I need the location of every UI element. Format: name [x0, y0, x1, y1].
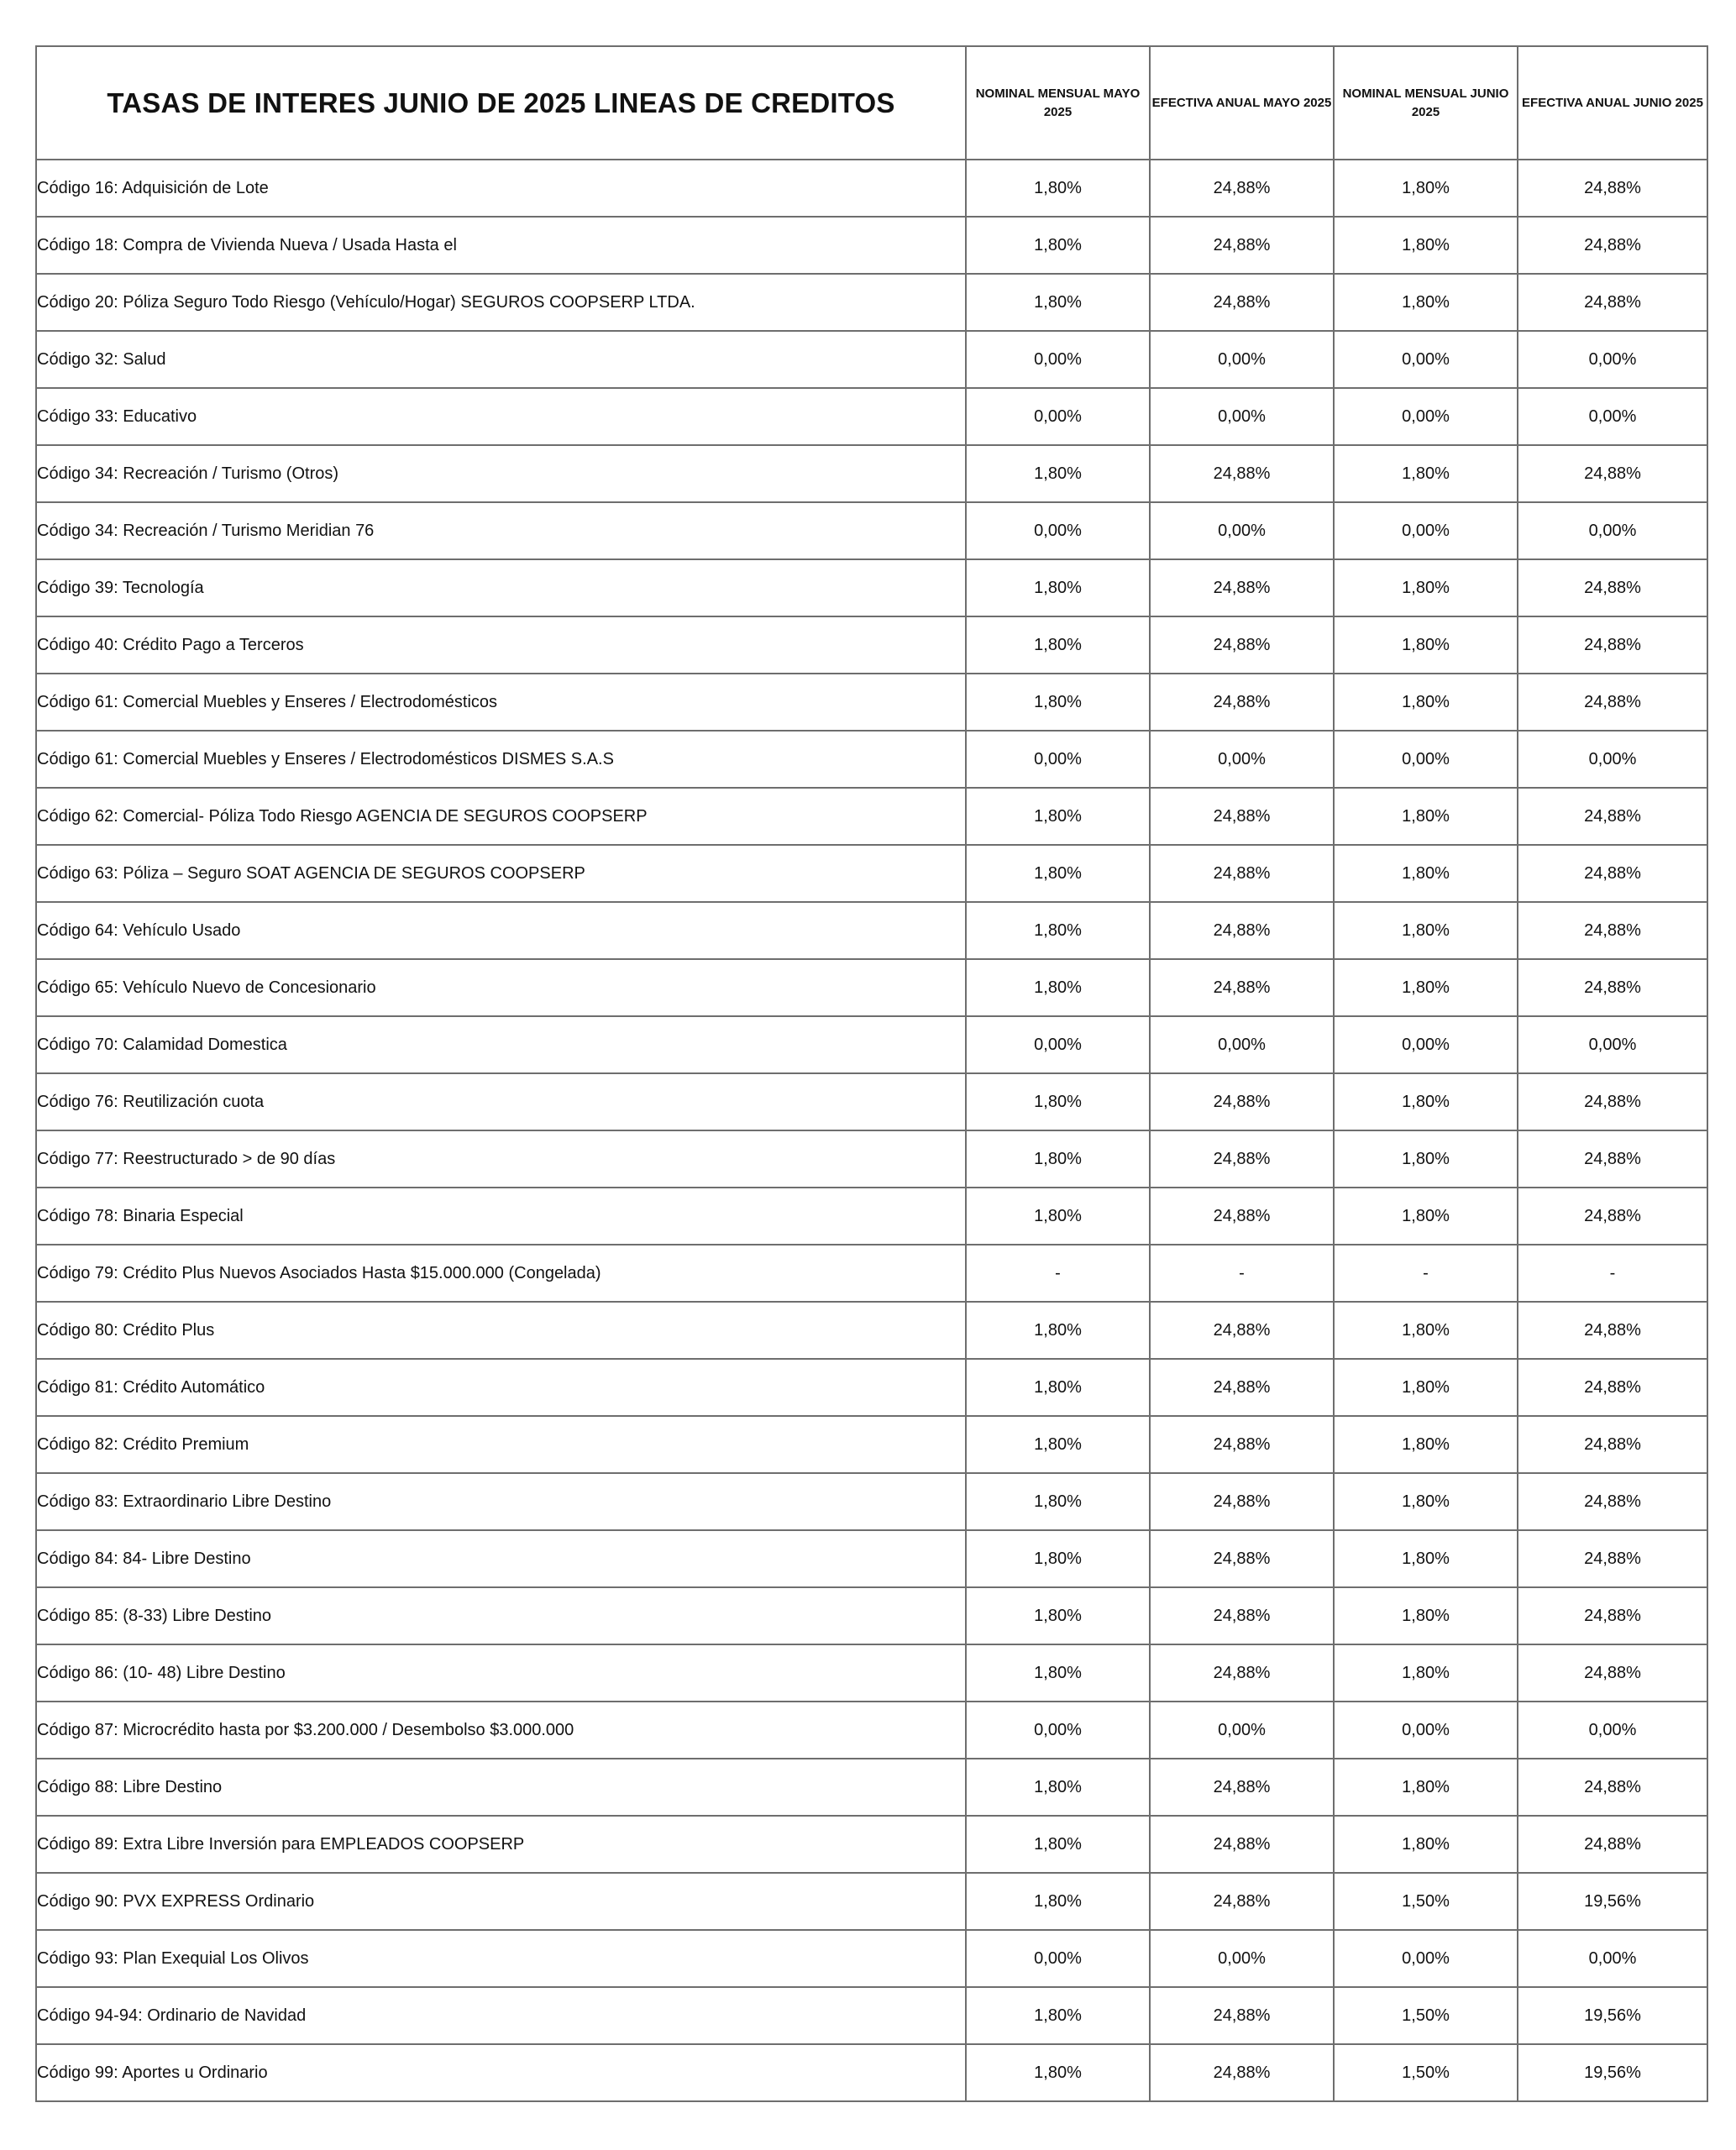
nominal-mensual-mayo-cell: 1,80%	[966, 2044, 1150, 2101]
efectiva-anual-junio-cell: 24,88%	[1518, 959, 1707, 1016]
credit-line-name: Código 18: Compra de Vivienda Nueva / Usada Hasta el	[36, 217, 966, 274]
credit-line-name: Código 65: Vehículo Nuevo de Concesionario	[36, 959, 966, 1016]
nominal-mensual-junio-cell: -	[1334, 1245, 1518, 1302]
nominal-mensual-mayo-cell: 1,80%	[966, 1359, 1150, 1416]
table-row	[36, 788, 1707, 845]
nominal-mensual-mayo-cell: 1,80%	[966, 274, 1150, 331]
efectiva-anual-junio-cell: 24,88%	[1518, 1759, 1707, 1816]
efectiva-anual-mayo-cell: 24,88%	[1150, 2044, 1334, 2101]
credit-line-name: Código 82: Crédito Premium	[36, 1416, 966, 1473]
nominal-mensual-junio-cell: 1,80%	[1334, 445, 1518, 502]
efectiva-anual-junio-cell: 24,88%	[1518, 217, 1707, 274]
nominal-mensual-mayo-cell: 0,00%	[966, 502, 1150, 559]
nominal-mensual-junio-cell: 1,80%	[1334, 902, 1518, 959]
efectiva-anual-mayo-cell: 0,00%	[1150, 331, 1334, 388]
efectiva-anual-mayo-cell: 0,00%	[1150, 388, 1334, 445]
efectiva-anual-junio-cell: 24,88%	[1518, 1416, 1707, 1473]
nominal-mensual-mayo-cell: 0,00%	[966, 1016, 1150, 1073]
table-row	[36, 1873, 1707, 1930]
nominal-mensual-mayo-cell: 1,80%	[966, 1587, 1150, 1644]
table-row	[36, 959, 1707, 1016]
table-row	[36, 274, 1707, 331]
nominal-mensual-mayo-cell: 1,80%	[966, 160, 1150, 217]
table-row	[36, 1302, 1707, 1359]
nominal-mensual-mayo-cell: 1,80%	[966, 674, 1150, 731]
table-row	[36, 1416, 1707, 1473]
credit-line-name: Código 62: Comercial- Póliza Todo Riesgo AGENCIA DE SEGUROS COOPSERP	[36, 788, 966, 845]
table-row	[36, 2044, 1707, 2101]
table-row	[36, 1530, 1707, 1587]
table-row	[36, 1587, 1707, 1644]
efectiva-anual-junio-cell: 24,88%	[1518, 788, 1707, 845]
efectiva-anual-junio-cell: 24,88%	[1518, 1073, 1707, 1130]
nominal-mensual-junio-cell: 1,80%	[1334, 217, 1518, 274]
table-row	[36, 902, 1707, 959]
credit-line-name: Código 99: Aportes u Ordinario	[36, 2044, 966, 2101]
nominal-mensual-mayo-cell: 1,80%	[966, 1816, 1150, 1873]
nominal-mensual-mayo-cell: 0,00%	[966, 1930, 1150, 1987]
credit-line-name: Código 40: Crédito Pago a Terceros	[36, 616, 966, 674]
efectiva-anual-junio-cell: 0,00%	[1518, 1930, 1707, 1987]
credit-line-name: Código 77: Reestructurado > de 90 días	[36, 1130, 966, 1188]
table-row	[36, 1359, 1707, 1416]
credit-line-name: Código 89: Extra Libre Inversión para EMPLEADOS COOPSERP	[36, 1816, 966, 1873]
nominal-mensual-mayo-cell: 1,80%	[966, 1759, 1150, 1816]
table-row	[36, 1188, 1707, 1245]
nominal-mensual-mayo-cell: 1,80%	[966, 445, 1150, 502]
table-row	[36, 1016, 1707, 1073]
column-header-efectiva-anual-mayo: EFECTIVA ANUAL MAYO 2025	[1150, 46, 1334, 160]
nominal-mensual-mayo-cell: 1,80%	[966, 616, 1150, 674]
credit-line-name: Código 61: Comercial Muebles y Enseres / Electrodomésticos DISMES S.A.S	[36, 731, 966, 788]
efectiva-anual-mayo-cell: 24,88%	[1150, 845, 1334, 902]
nominal-mensual-junio-cell: 0,00%	[1334, 731, 1518, 788]
table-row	[36, 217, 1707, 274]
table-row	[36, 1473, 1707, 1530]
nominal-mensual-junio-cell: 1,80%	[1334, 1587, 1518, 1644]
efectiva-anual-mayo-cell: 24,88%	[1150, 445, 1334, 502]
header-row	[36, 46, 1707, 160]
nominal-mensual-junio-cell: 1,80%	[1334, 160, 1518, 217]
efectiva-anual-mayo-cell: 24,88%	[1150, 902, 1334, 959]
nominal-mensual-mayo-cell: 1,80%	[966, 1987, 1150, 2044]
credit-line-name: Código 20: Póliza Seguro Todo Riesgo (Vehículo/Hogar) SEGUROS COOPSERP LTDA.	[36, 274, 966, 331]
nominal-mensual-junio-cell: 1,80%	[1334, 1073, 1518, 1130]
efectiva-anual-mayo-cell: 24,88%	[1150, 1759, 1334, 1816]
credit-line-name: Código 79: Crédito Plus Nuevos Asociados Hasta $15.000.000 (Congelada)	[36, 1245, 966, 1302]
nominal-mensual-mayo-cell: -	[966, 1245, 1150, 1302]
nominal-mensual-mayo-cell: 1,80%	[966, 1530, 1150, 1587]
efectiva-anual-junio-cell: 24,88%	[1518, 1359, 1707, 1416]
efectiva-anual-mayo-cell: 24,88%	[1150, 674, 1334, 731]
efectiva-anual-junio-cell: 24,88%	[1518, 674, 1707, 731]
nominal-mensual-mayo-cell: 1,80%	[966, 1873, 1150, 1930]
credit-line-name: Código 64: Vehículo Usado	[36, 902, 966, 959]
nominal-mensual-junio-cell: 0,00%	[1334, 502, 1518, 559]
table-row	[36, 616, 1707, 674]
efectiva-anual-mayo-cell: 24,88%	[1150, 788, 1334, 845]
efectiva-anual-junio-cell: 24,88%	[1518, 1130, 1707, 1188]
efectiva-anual-mayo-cell: 24,88%	[1150, 274, 1334, 331]
rates-table	[35, 45, 1708, 2102]
column-header-efectiva-anual-junio: EFECTIVA ANUAL JUNIO 2025	[1518, 46, 1707, 160]
nominal-mensual-junio-cell: 1,80%	[1334, 1130, 1518, 1188]
efectiva-anual-mayo-cell: 24,88%	[1150, 1644, 1334, 1702]
nominal-mensual-mayo-cell: 1,80%	[966, 1130, 1150, 1188]
nominal-mensual-mayo-cell: 0,00%	[966, 731, 1150, 788]
efectiva-anual-mayo-cell: 24,88%	[1150, 616, 1334, 674]
nominal-mensual-junio-cell: 0,00%	[1334, 1702, 1518, 1759]
efectiva-anual-junio-cell: 0,00%	[1518, 1016, 1707, 1073]
nominal-mensual-junio-cell: 1,80%	[1334, 1530, 1518, 1587]
efectiva-anual-mayo-cell: 24,88%	[1150, 1416, 1334, 1473]
efectiva-anual-mayo-cell: 0,00%	[1150, 731, 1334, 788]
efectiva-anual-junio-cell: 24,88%	[1518, 616, 1707, 674]
table-row	[36, 1987, 1707, 2044]
efectiva-anual-junio-cell: 24,88%	[1518, 445, 1707, 502]
efectiva-anual-junio-cell: 0,00%	[1518, 1702, 1707, 1759]
credit-line-name: Código 76: Reutilización cuota	[36, 1073, 966, 1130]
efectiva-anual-mayo-cell: 0,00%	[1150, 1016, 1334, 1073]
nominal-mensual-junio-cell: 1,80%	[1334, 1302, 1518, 1359]
credit-line-name: Código 78: Binaria Especial	[36, 1188, 966, 1245]
nominal-mensual-mayo-cell: 1,80%	[966, 845, 1150, 902]
table-row	[36, 845, 1707, 902]
nominal-mensual-junio-cell: 1,80%	[1334, 1644, 1518, 1702]
nominal-mensual-junio-cell: 1,80%	[1334, 1759, 1518, 1816]
nominal-mensual-mayo-cell: 1,80%	[966, 1073, 1150, 1130]
table-row	[36, 502, 1707, 559]
efectiva-anual-junio-cell: 24,88%	[1518, 274, 1707, 331]
nominal-mensual-mayo-cell: 0,00%	[966, 388, 1150, 445]
table-row	[36, 559, 1707, 616]
nominal-mensual-junio-cell: 1,80%	[1334, 1416, 1518, 1473]
rates-body	[36, 160, 1707, 2101]
efectiva-anual-mayo-cell: 24,88%	[1150, 1073, 1334, 1130]
efectiva-anual-junio-cell: -	[1518, 1245, 1707, 1302]
efectiva-anual-junio-cell: 0,00%	[1518, 331, 1707, 388]
efectiva-anual-mayo-cell: 24,88%	[1150, 1473, 1334, 1530]
efectiva-anual-mayo-cell: 0,00%	[1150, 1702, 1334, 1759]
efectiva-anual-mayo-cell: -	[1150, 1245, 1334, 1302]
table-row	[36, 674, 1707, 731]
efectiva-anual-junio-cell: 0,00%	[1518, 731, 1707, 788]
nominal-mensual-mayo-cell: 1,80%	[966, 1302, 1150, 1359]
table-row	[36, 1759, 1707, 1816]
efectiva-anual-junio-cell: 0,00%	[1518, 502, 1707, 559]
efectiva-anual-junio-cell: 0,00%	[1518, 388, 1707, 445]
efectiva-anual-mayo-cell: 24,88%	[1150, 1816, 1334, 1873]
credit-line-name: Código 84: 84- Libre Destino	[36, 1530, 966, 1587]
efectiva-anual-junio-cell: 24,88%	[1518, 559, 1707, 616]
efectiva-anual-junio-cell: 19,56%	[1518, 1987, 1707, 2044]
efectiva-anual-junio-cell: 24,88%	[1518, 160, 1707, 217]
nominal-mensual-junio-cell: 1,80%	[1334, 1473, 1518, 1530]
table-row	[36, 331, 1707, 388]
nominal-mensual-junio-cell: 1,50%	[1334, 2044, 1518, 2101]
table-row	[36, 445, 1707, 502]
nominal-mensual-mayo-cell: 1,80%	[966, 959, 1150, 1016]
credit-line-name: Código 88: Libre Destino	[36, 1759, 966, 1816]
credit-line-name: Código 87: Microcrédito hasta por $3.200.000 / Desembolso $3.000.000	[36, 1702, 966, 1759]
nominal-mensual-mayo-cell: 0,00%	[966, 331, 1150, 388]
nominal-mensual-junio-cell: 0,00%	[1334, 331, 1518, 388]
efectiva-anual-mayo-cell: 24,88%	[1150, 1587, 1334, 1644]
credit-line-name: Código 81: Crédito Automático	[36, 1359, 966, 1416]
nominal-mensual-junio-cell: 1,80%	[1334, 1816, 1518, 1873]
efectiva-anual-mayo-cell: 24,88%	[1150, 1188, 1334, 1245]
credit-line-name: Código 93: Plan Exequial Los Olivos	[36, 1930, 966, 1987]
credit-line-name: Código 33: Educativo	[36, 388, 966, 445]
efectiva-anual-junio-cell: 24,88%	[1518, 1587, 1707, 1644]
efectiva-anual-junio-cell: 24,88%	[1518, 1473, 1707, 1530]
efectiva-anual-junio-cell: 19,56%	[1518, 2044, 1707, 2101]
credit-line-name: Código 86: (10- 48) Libre Destino	[36, 1644, 966, 1702]
credit-line-name: Código 34: Recreación / Turismo Meridian 76	[36, 502, 966, 559]
nominal-mensual-junio-cell: 0,00%	[1334, 388, 1518, 445]
table-row	[36, 1816, 1707, 1873]
credit-line-name: Código 16: Adquisición de Lote	[36, 160, 966, 217]
efectiva-anual-mayo-cell: 24,88%	[1150, 1530, 1334, 1587]
nominal-mensual-junio-cell: 1,80%	[1334, 1188, 1518, 1245]
credit-line-name: Código 61: Comercial Muebles y Enseres / Electrodomésticos	[36, 674, 966, 731]
nominal-mensual-junio-cell: 1,80%	[1334, 559, 1518, 616]
nominal-mensual-junio-cell: 1,80%	[1334, 788, 1518, 845]
nominal-mensual-mayo-cell: 1,80%	[966, 217, 1150, 274]
nominal-mensual-junio-cell: 0,00%	[1334, 1016, 1518, 1073]
table-row	[36, 388, 1707, 445]
efectiva-anual-mayo-cell: 24,88%	[1150, 160, 1334, 217]
credit-line-name: Código 70: Calamidad Domestica	[36, 1016, 966, 1073]
nominal-mensual-mayo-cell: 1,80%	[966, 1473, 1150, 1530]
credit-line-name: Código 90: PVX EXPRESS Ordinario	[36, 1873, 966, 1930]
efectiva-anual-mayo-cell: 24,88%	[1150, 559, 1334, 616]
credit-line-name: Código 32: Salud	[36, 331, 966, 388]
nominal-mensual-junio-cell: 1,50%	[1334, 1873, 1518, 1930]
efectiva-anual-junio-cell: 19,56%	[1518, 1873, 1707, 1930]
nominal-mensual-mayo-cell: 1,80%	[966, 1416, 1150, 1473]
efectiva-anual-mayo-cell: 24,88%	[1150, 1130, 1334, 1188]
nominal-mensual-mayo-cell: 1,80%	[966, 788, 1150, 845]
efectiva-anual-junio-cell: 24,88%	[1518, 1188, 1707, 1245]
efectiva-anual-junio-cell: 24,88%	[1518, 845, 1707, 902]
nominal-mensual-mayo-cell: 1,80%	[966, 1644, 1150, 1702]
efectiva-anual-mayo-cell: 0,00%	[1150, 502, 1334, 559]
nominal-mensual-junio-cell: 1,50%	[1334, 1987, 1518, 2044]
efectiva-anual-junio-cell: 24,88%	[1518, 1530, 1707, 1587]
efectiva-anual-junio-cell: 24,88%	[1518, 1302, 1707, 1359]
efectiva-anual-mayo-cell: 24,88%	[1150, 1873, 1334, 1930]
nominal-mensual-mayo-cell: 1,80%	[966, 1188, 1150, 1245]
nominal-mensual-junio-cell: 1,80%	[1334, 959, 1518, 1016]
efectiva-anual-mayo-cell: 24,88%	[1150, 959, 1334, 1016]
nominal-mensual-junio-cell: 1,80%	[1334, 616, 1518, 674]
nominal-mensual-mayo-cell: 1,80%	[966, 559, 1150, 616]
nominal-mensual-junio-cell: 0,00%	[1334, 1930, 1518, 1987]
efectiva-anual-mayo-cell: 24,88%	[1150, 1302, 1334, 1359]
table-row	[36, 731, 1707, 788]
column-header-nominal-mensual-junio: NOMINAL MENSUAL JUNIO 2025	[1334, 46, 1518, 160]
table-row	[36, 1930, 1707, 1987]
table-title: TASAS DE INTERES JUNIO DE 2025 LINEAS DE CREDITOS	[36, 46, 966, 160]
credit-line-name: Código 63: Póliza – Seguro SOAT AGENCIA DE SEGUROS COOPSERP	[36, 845, 966, 902]
efectiva-anual-mayo-cell: 24,88%	[1150, 217, 1334, 274]
efectiva-anual-junio-cell: 24,88%	[1518, 902, 1707, 959]
nominal-mensual-junio-cell: 1,80%	[1334, 274, 1518, 331]
credit-line-name: Código 83: Extraordinario Libre Destino	[36, 1473, 966, 1530]
table-row	[36, 1130, 1707, 1188]
credit-line-name: Código 85: (8-33) Libre Destino	[36, 1587, 966, 1644]
table-row	[36, 1245, 1707, 1302]
credit-line-name: Código 94-94: Ordinario de Navidad	[36, 1987, 966, 2044]
credit-line-name: Código 80: Crédito Plus	[36, 1302, 966, 1359]
table-row	[36, 1644, 1707, 1702]
table-row	[36, 160, 1707, 217]
table-row	[36, 1702, 1707, 1759]
efectiva-anual-junio-cell: 24,88%	[1518, 1644, 1707, 1702]
credit-line-name: Código 39: Tecnología	[36, 559, 966, 616]
nominal-mensual-junio-cell: 1,80%	[1334, 1359, 1518, 1416]
nominal-mensual-junio-cell: 1,80%	[1334, 674, 1518, 731]
nominal-mensual-junio-cell: 1,80%	[1334, 845, 1518, 902]
nominal-mensual-mayo-cell: 1,80%	[966, 902, 1150, 959]
efectiva-anual-mayo-cell: 0,00%	[1150, 1930, 1334, 1987]
efectiva-anual-mayo-cell: 24,88%	[1150, 1987, 1334, 2044]
column-header-nominal-mensual-mayo: NOMINAL MENSUAL MAYO 2025	[966, 46, 1150, 160]
nominal-mensual-mayo-cell: 0,00%	[966, 1702, 1150, 1759]
efectiva-anual-mayo-cell: 24,88%	[1150, 1359, 1334, 1416]
credit-line-name: Código 34: Recreación / Turismo (Otros)	[36, 445, 966, 502]
efectiva-anual-junio-cell: 24,88%	[1518, 1816, 1707, 1873]
table-row	[36, 1073, 1707, 1130]
